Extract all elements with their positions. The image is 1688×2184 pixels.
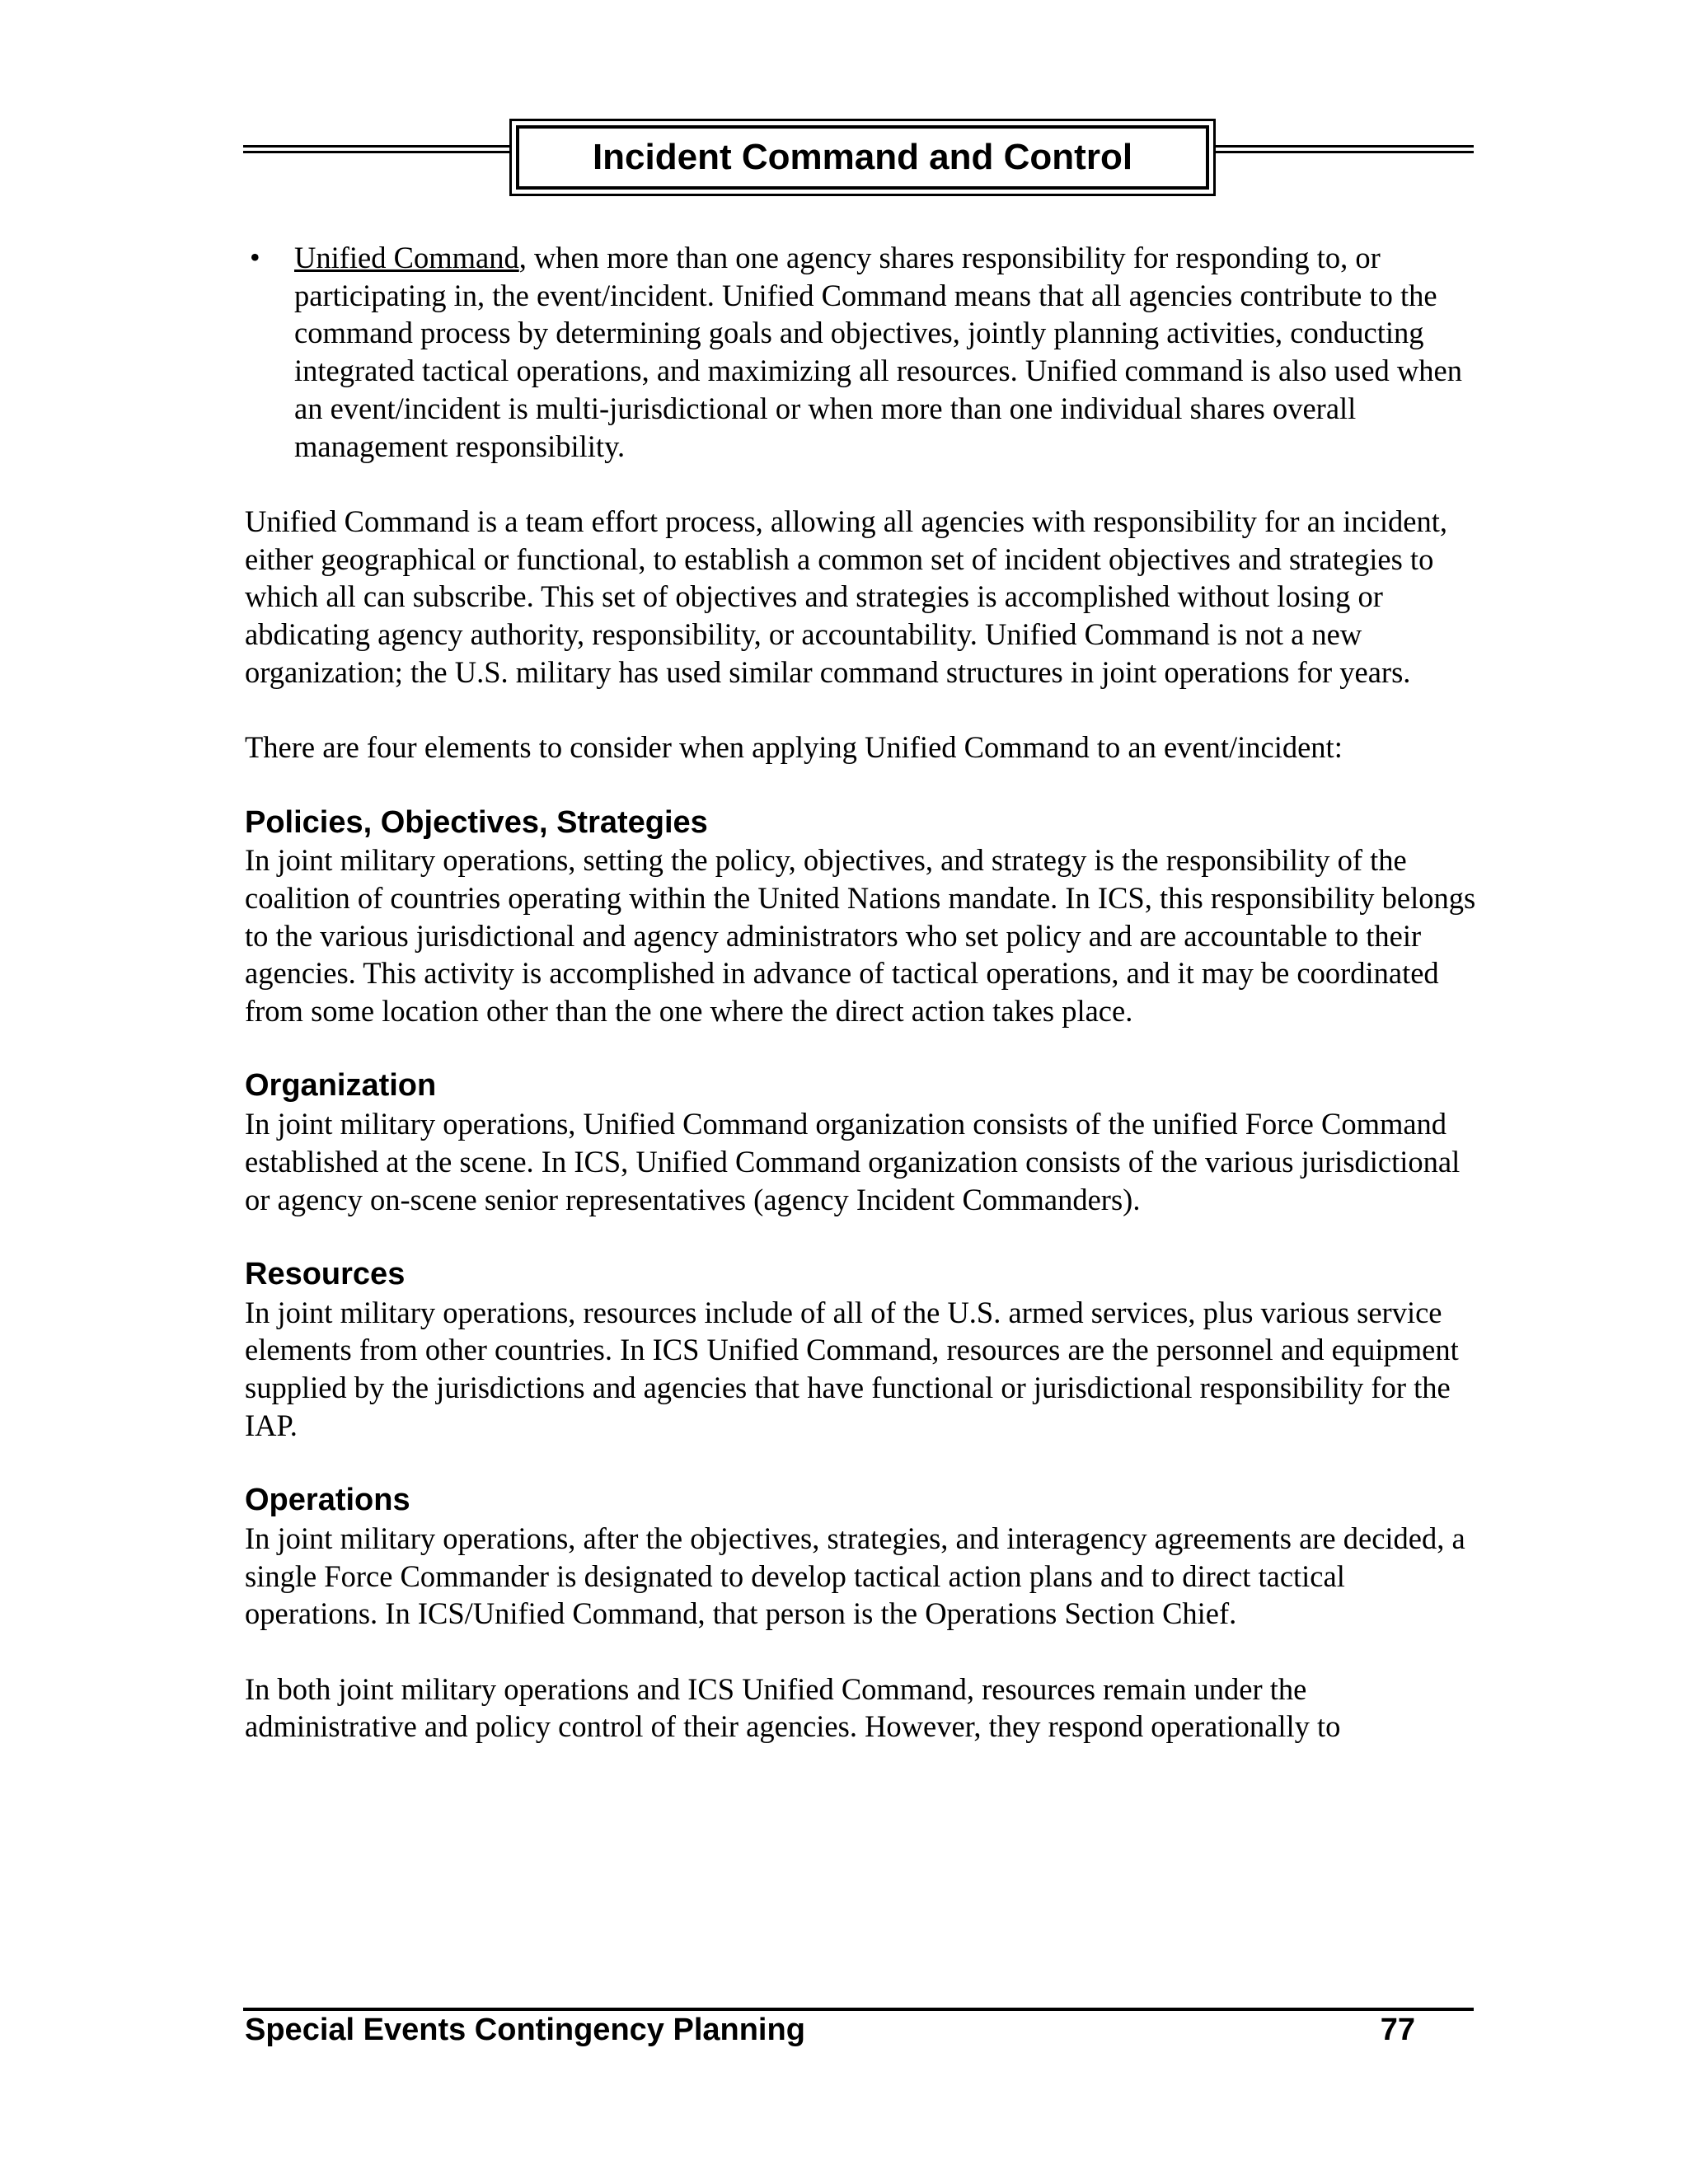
footer-rule	[243, 2008, 1474, 2011]
paragraph-four-elements: There are four elements to consider when applying Unified Command to an event/incident:	[245, 730, 1343, 765]
section-text-operations: In joint military operations, after the objectives, strategies, and interagency agreements are decided, a single Force Commander is designated to develop tactical action plans and to direct tactical operations. In ICS/Unified Command, that person is the Operations Section Chief.	[245, 1521, 1465, 1631]
page-number: 77	[1380, 2013, 1415, 2047]
section-heading-resources: Resources	[245, 1256, 406, 1291]
bullet-icon: •	[250, 241, 260, 274]
section-text-organization: In joint military operations, Unified Command organization consists of the unified Force Command established at the scene. In ICS, Unified Command organization consists of the various jurisdictional or agency on-scene senior representatives (agency Incident Commanders).	[245, 1107, 1461, 1216]
section-heading-organization: Organization	[245, 1068, 437, 1104]
section-text-resources: In joint military operations, resources include of all of the U.S. armed services, plus various service elements from other countries. In ICS Unified Command, resources are the personnel and equipment supplied by the jurisdictions and agencies that have functional or jurisdictional responsibility for the IAP.	[245, 1295, 1459, 1442]
section-heading-policies: Policies, Objectives, Strategies	[245, 804, 708, 840]
paragraph-closing: In both joint military operations and ICS Unified Command, resources remain under the administrative and policy control of their agencies. However, they respond operationally to	[245, 1671, 1341, 1744]
paragraph-unified-command: Unified Command is a team effort process, allowing all agencies with responsibility for an incident, either geographical or functional, to establish a common set of incident objectives and strategies to which all can subscribe. This set of objectives and strategies is accomplished without losing or abdicating agency authority, responsibility, or accountability. Unified Command is not a new organization; the U.S. military has used similar command structures in joint operations for years.	[245, 504, 1447, 689]
bullet-text: , when more than one agency shares responsibility for responding to, or participating in, the event/incident. Unified Command means that all agencies contribute to the command process by determining goals and objectives, jointly planning activities, conducting integrated tactical operations, and maximizing all resources. Unified command is also used when an event/incident is multi-jurisdictional or when more than one individual shares overall management responsibility.	[294, 241, 1462, 463]
bullet-term: Unified Command	[294, 241, 519, 274]
bullet-item	[245, 239, 1481, 465]
page-footer	[245, 2013, 1415, 2048]
section-heading-operations: Operations	[245, 1483, 410, 1518]
page-title: Incident Command and Control	[592, 137, 1133, 177]
header-rule-left	[243, 145, 509, 153]
title-inner-frame	[516, 125, 1209, 190]
document-body	[245, 239, 1481, 1746]
header-rule-right	[1216, 145, 1474, 153]
section-text-policies: In joint military operations, setting the policy, objectives, and strategy is the responsibility of the coalition of countries operating within the United Nations mandate. In ICS, this responsibility belongs to the various jurisdictional and agency administrators who set policy and are accountable to their agencies. This activity is accomplished in advance of tactical operations, and it may be coordinated from some location other than the one where the direct action takes place.	[245, 843, 1476, 1029]
footer-title: Special Events Contingency Planning	[245, 2013, 805, 2047]
title-box	[509, 119, 1216, 196]
